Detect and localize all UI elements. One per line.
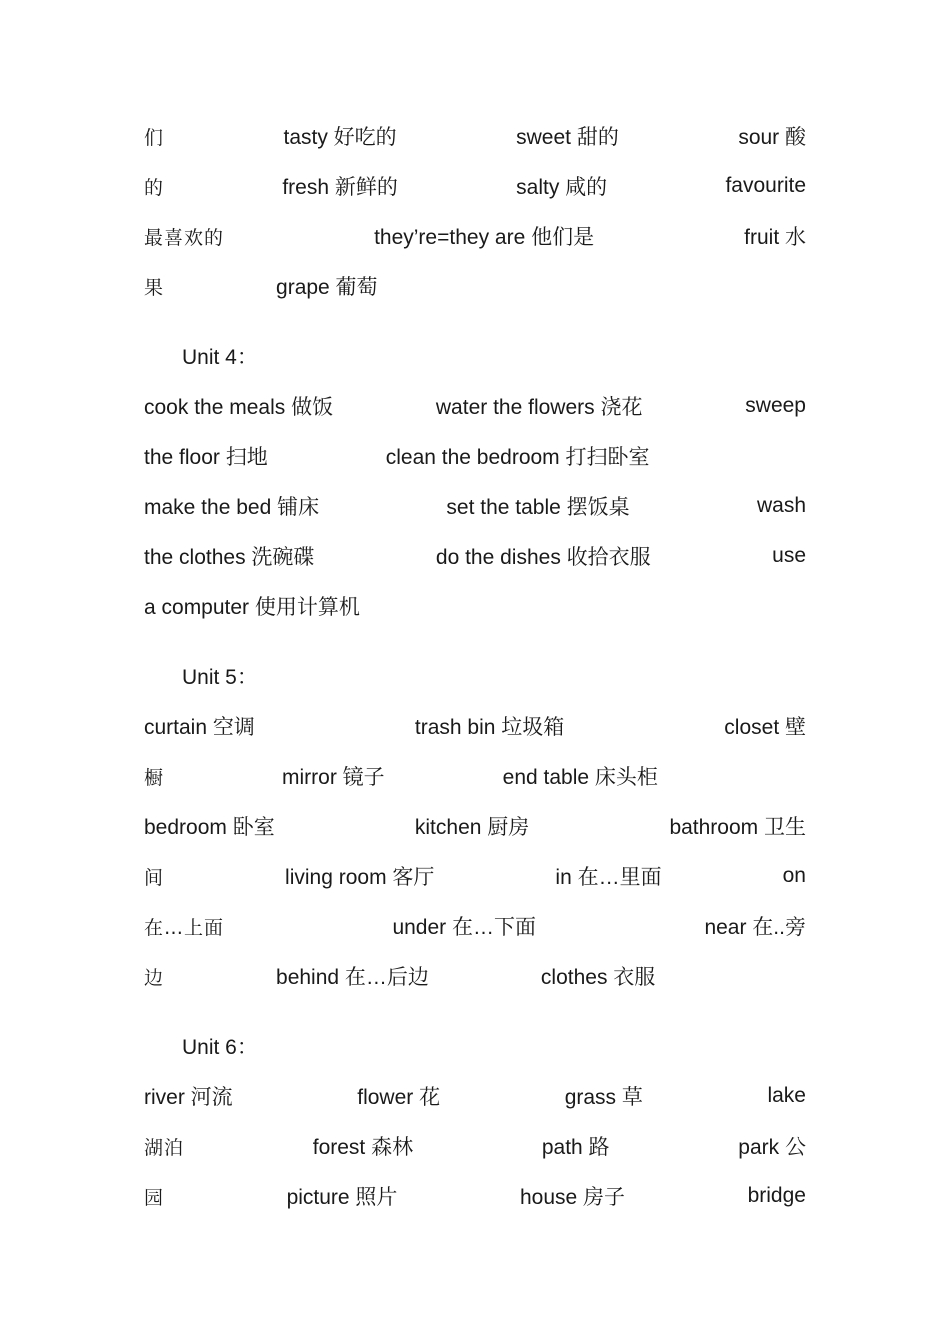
vocab-entry: make the bed 铺床 bbox=[144, 496, 320, 519]
vocab-line bbox=[144, 591, 806, 621]
vocab-entry: near 在..旁 bbox=[704, 916, 806, 939]
unit-heading: Unit 6： bbox=[182, 1036, 258, 1059]
vocab-entry: under 在…下面 bbox=[392, 916, 536, 939]
vocab-line bbox=[144, 541, 806, 571]
vocab-entry: a computer 使用计算机 bbox=[144, 596, 360, 619]
vocab-line bbox=[144, 441, 806, 471]
vocab-entry: wash bbox=[756, 494, 806, 517]
vocab-entry: living room 客厅 bbox=[285, 866, 435, 889]
vocab-entry: on bbox=[782, 864, 806, 887]
vocab-entry: 在…上面 bbox=[144, 916, 225, 939]
vocab-entry: in 在…里面 bbox=[555, 866, 662, 889]
vocab-entry: bridge bbox=[747, 1184, 806, 1207]
vocab-entry: curtain 空调 bbox=[144, 716, 255, 739]
vocab-line bbox=[144, 491, 806, 521]
vocab-entry: 们 bbox=[144, 126, 165, 149]
vocab-entry: flower 花 bbox=[357, 1086, 441, 1109]
vocab-line bbox=[144, 121, 806, 151]
vocab-line bbox=[144, 861, 806, 891]
vocab-entry: park 公 bbox=[738, 1136, 806, 1159]
vocab-line bbox=[144, 961, 806, 991]
vocab-entry: 园 bbox=[144, 1186, 165, 1209]
vocab-line bbox=[144, 271, 806, 301]
vocab-entry: 橱 bbox=[144, 766, 165, 789]
vocab-entry: salty 咸的 bbox=[516, 176, 608, 199]
vocab-entry: grape 葡萄 bbox=[276, 276, 378, 299]
vocab-entry: clean the bedroom 打扫卧室 bbox=[385, 446, 650, 469]
vocab-entry: house 房子 bbox=[519, 1186, 626, 1209]
vocab-entry: 湖泊 bbox=[144, 1136, 185, 1159]
vocab-line bbox=[144, 171, 806, 201]
vocab-entry: set the table 摆饭桌 bbox=[446, 496, 630, 519]
vocab-entry: river 河流 bbox=[144, 1086, 233, 1109]
vocab-entry: use bbox=[772, 544, 806, 567]
vocab-entry: sweet 甜的 bbox=[516, 126, 619, 149]
vocab-entry: sweep bbox=[745, 394, 806, 417]
vocab-entry: the clothes 洗碗碟 bbox=[144, 546, 315, 569]
vocab-entry: cook the meals 做饭 bbox=[144, 396, 334, 419]
vocab-entry: favourite bbox=[725, 174, 806, 197]
vocab-entry: bedroom 卧室 bbox=[144, 816, 275, 839]
vocab-entry: sour 酸 bbox=[738, 126, 806, 149]
vocab-line bbox=[144, 711, 806, 741]
vocab-line bbox=[144, 1131, 806, 1161]
vocab-entry: 最喜欢的 bbox=[144, 226, 225, 249]
vocab-entry: 间 bbox=[144, 866, 165, 889]
vocab-entry: fresh 新鲜的 bbox=[282, 176, 398, 199]
vocab-entry: path 路 bbox=[541, 1136, 610, 1159]
vocab-entry: fruit 水 bbox=[744, 226, 806, 249]
vocab-line bbox=[144, 1081, 806, 1111]
vocab-entry: trash bin 垃圾箱 bbox=[414, 716, 565, 739]
vocab-entry: kitchen 厨房 bbox=[414, 816, 530, 839]
vocab-entry: 边 bbox=[144, 966, 165, 989]
vocab-entry: mirror 镜子 bbox=[282, 766, 385, 789]
vocab-entry: grass 草 bbox=[564, 1086, 643, 1109]
vocab-entry: forest 森林 bbox=[312, 1136, 414, 1159]
vocab-line bbox=[144, 761, 806, 791]
vocab-entry: lake bbox=[767, 1084, 806, 1107]
vocab-line bbox=[144, 221, 806, 251]
vocab-entry: the floor 扫地 bbox=[144, 446, 268, 469]
vocab-entry: water the flowers 浇花 bbox=[435, 396, 643, 419]
unit-heading: Unit 5： bbox=[182, 666, 258, 689]
vocab-entry: do the dishes 收拾衣服 bbox=[435, 546, 651, 569]
vocab-line bbox=[144, 391, 806, 421]
vocab-entry: 的 bbox=[144, 176, 165, 199]
vocab-entry: they’re=they are 他们是 bbox=[374, 226, 595, 249]
vocab-line bbox=[144, 911, 806, 941]
vocab-entry: clothes 衣服 bbox=[540, 966, 656, 989]
vocab-entry: picture 照片 bbox=[286, 1186, 398, 1209]
vocab-entry: behind 在…后边 bbox=[276, 966, 429, 989]
vocab-entry: 果 bbox=[144, 276, 165, 299]
vocab-line bbox=[144, 811, 806, 841]
vocab-entry: bathroom 卫生 bbox=[669, 816, 806, 839]
vocab-entry: tasty 好吃的 bbox=[283, 126, 397, 149]
vocab-line bbox=[144, 1181, 806, 1211]
unit-heading: Unit 4： bbox=[182, 346, 258, 369]
vocab-entry: closet 壁 bbox=[724, 716, 806, 739]
vocab-entry: end table 床头柜 bbox=[502, 766, 658, 789]
